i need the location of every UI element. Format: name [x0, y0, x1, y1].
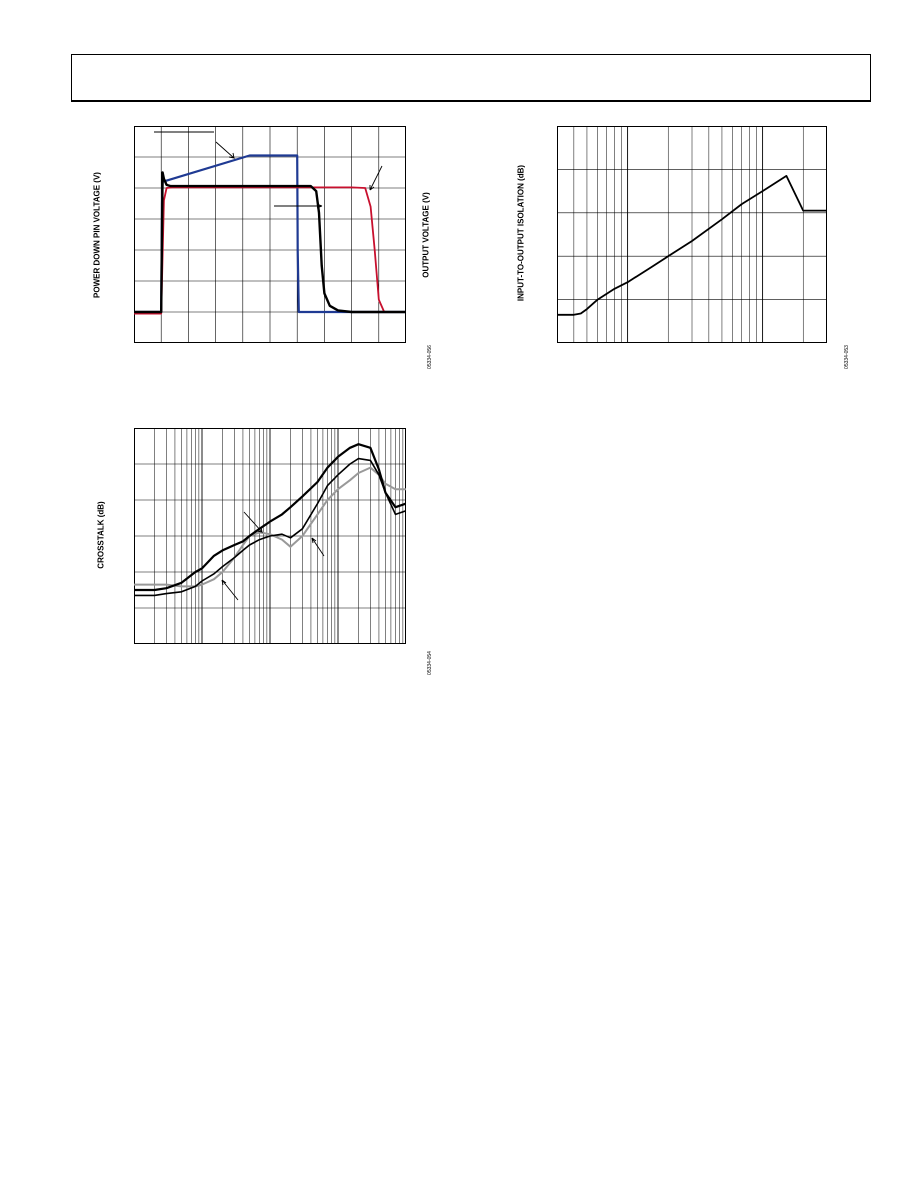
chart1-ylabel-right: OUTPUT VOLTAGE (V): [421, 192, 431, 278]
power-down-chart: [134, 126, 406, 343]
callout-arrow-3: [370, 166, 382, 190]
crosstalk-chart: [134, 428, 406, 644]
grid: [557, 126, 827, 343]
chart1-figure-code: 05334-056: [427, 345, 433, 369]
chart2-figure-code: 05334-053: [844, 345, 850, 369]
callout-arrow-2: [216, 142, 234, 158]
chart3-figure-code: 05334-054: [427, 651, 433, 675]
chart3-ylabel: CROSSTALK (dB): [96, 501, 106, 569]
grid: [134, 126, 406, 343]
chart2-ylabel: INPUT-TO-OUTPUT ISOLATION (dB): [516, 164, 526, 302]
callout-arrow-3: [222, 580, 238, 600]
page-header-rule: [71, 54, 871, 102]
callout-arrow-2: [312, 538, 324, 556]
isolation-chart: [557, 126, 827, 343]
chart1-ylabel: POWER DOWN PIN VOLTAGE (V): [92, 172, 102, 298]
